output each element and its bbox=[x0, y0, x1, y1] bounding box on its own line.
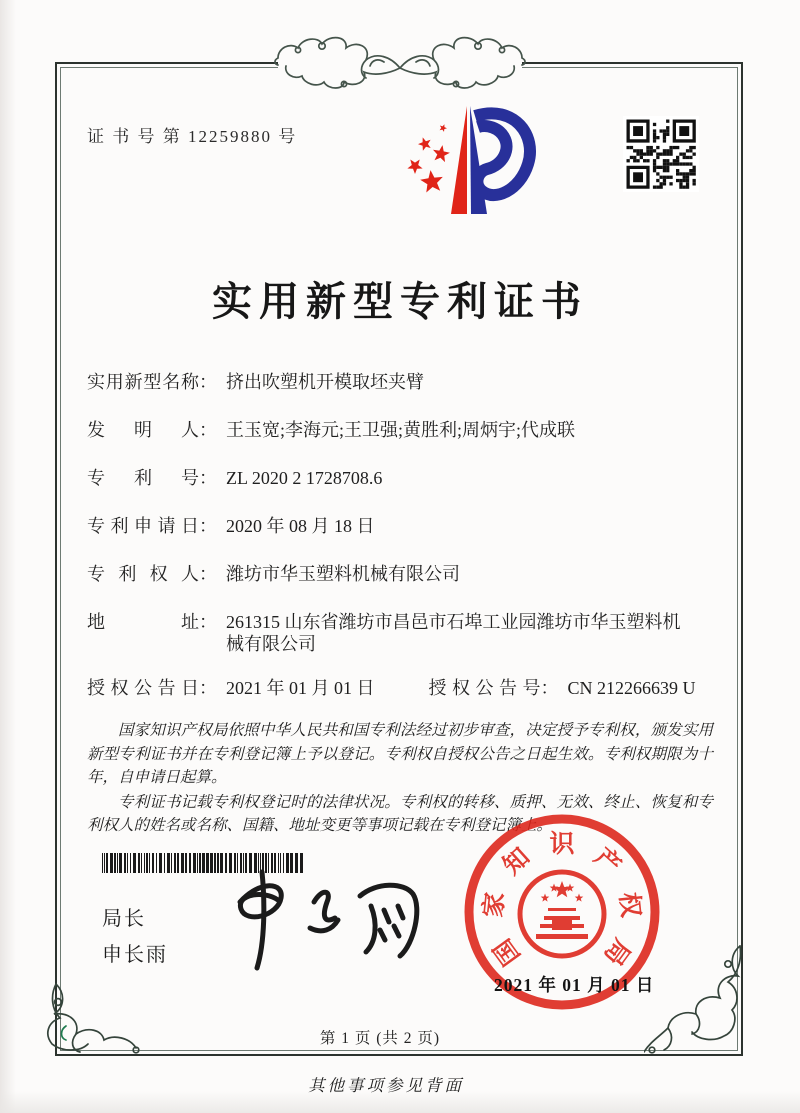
field-label: 专利号 bbox=[87, 468, 199, 488]
grant-date-value: 2021 年 01 月 01 日 bbox=[226, 678, 375, 698]
field-row-inventors: 发明人 ： 王玉宽;李海元;王卫强;黄胜利;周炳宇;代成联 bbox=[87, 420, 576, 440]
field-row-name: 实用新型名称 ： 挤出吹塑机开模取坯夹臂 bbox=[87, 372, 424, 392]
field-label: 地址 bbox=[87, 612, 199, 632]
field-value: 2020 年 08 月 18 日 bbox=[226, 516, 375, 536]
grant-no-value: CN 212266639 U bbox=[567, 678, 696, 698]
certificate-number: 证 书 号 第 12259880 号 bbox=[87, 127, 298, 146]
svg-text:局: 局 bbox=[598, 933, 635, 970]
field-label: 专利权人 bbox=[87, 564, 199, 584]
seal-date: 2021 年 01 月 01 日 bbox=[494, 975, 655, 995]
legal-paragraph-1: 国家知识产权局依照中华人民共和国专利法经过初步审查，决定授予专利权，颁发实用新型专利证书并在专利登记簿上予以登记。专利权自授权公告之日起生效。专利权期限为十年，自申请日起算。 bbox=[87, 722, 713, 786]
signer-name: 申长雨 bbox=[102, 944, 168, 966]
field-row-grant: 授权公告日 ： 2021 年 01 月 01 日 授权公告号 ： CN 212266639 U bbox=[87, 678, 696, 698]
certificate-title: 实用新型专利证书 bbox=[212, 279, 588, 324]
field-value: 挤出吹塑机开模取坯夹臂 bbox=[226, 372, 424, 392]
svg-text:识: 识 bbox=[549, 831, 575, 858]
field-row-filing-date: 专利申请日 ： 2020 年 08 月 18 日 bbox=[87, 516, 375, 536]
field-value: ZL 2020 2 1728708.6 bbox=[226, 468, 383, 488]
back-side-note: 其他事项参见背面 bbox=[308, 1076, 464, 1095]
field-label: 授权公告号 bbox=[428, 678, 541, 698]
field-label: 发明人 bbox=[87, 420, 199, 440]
field-label: 授权公告日 bbox=[87, 678, 199, 698]
svg-text:国: 国 bbox=[489, 933, 526, 970]
field-label: 实用新型名称 bbox=[87, 372, 199, 392]
field-value: 潍坊市华玉塑料机械有限公司 bbox=[226, 564, 460, 584]
legal-paragraph-2: 专利证书记载专利权登记时的法律状况。专利权的转移、质押、无效、终止、恢复和专利权人的姓名或名称、国籍、地址变更等事项记载在专利登记簿上。 bbox=[87, 793, 713, 834]
certificate-header bbox=[87, 88, 713, 264]
svg-text:家: 家 bbox=[480, 891, 510, 919]
field-value: 261315 山东省潍坊市昌邑市石埠工业园潍坊市华玉塑料机械有限公司 bbox=[226, 612, 681, 654]
field-row-patentee: 专利权人 ： 潍坊市华玉塑料机械有限公司 bbox=[87, 564, 460, 584]
signer-title: 局长 bbox=[102, 908, 146, 930]
svg-text:知: 知 bbox=[498, 843, 536, 881]
page-number: 第 1 页 (共 2 页) bbox=[319, 1030, 441, 1047]
signature-icon bbox=[208, 862, 433, 977]
certificate-fields bbox=[87, 371, 713, 699]
svg-text:产: 产 bbox=[588, 843, 626, 881]
field-row-address: 地址 ： 261315 山东省潍坊市昌邑市石埠工业园潍坊市华玉塑料机械有限公司 bbox=[87, 611, 713, 655]
field-row-patent-no: 专利号 ： ZL 2020 2 1728708.6 bbox=[87, 468, 383, 488]
cnipa-logo-icon bbox=[401, 96, 549, 226]
field-value: 王玉宽;李海元;王卫强;黄胜利;周炳宇;代成联 bbox=[226, 420, 576, 440]
svg-text:权: 权 bbox=[614, 891, 644, 919]
field-label: 专利申请日 bbox=[87, 516, 199, 536]
qr-code-icon bbox=[623, 116, 699, 192]
